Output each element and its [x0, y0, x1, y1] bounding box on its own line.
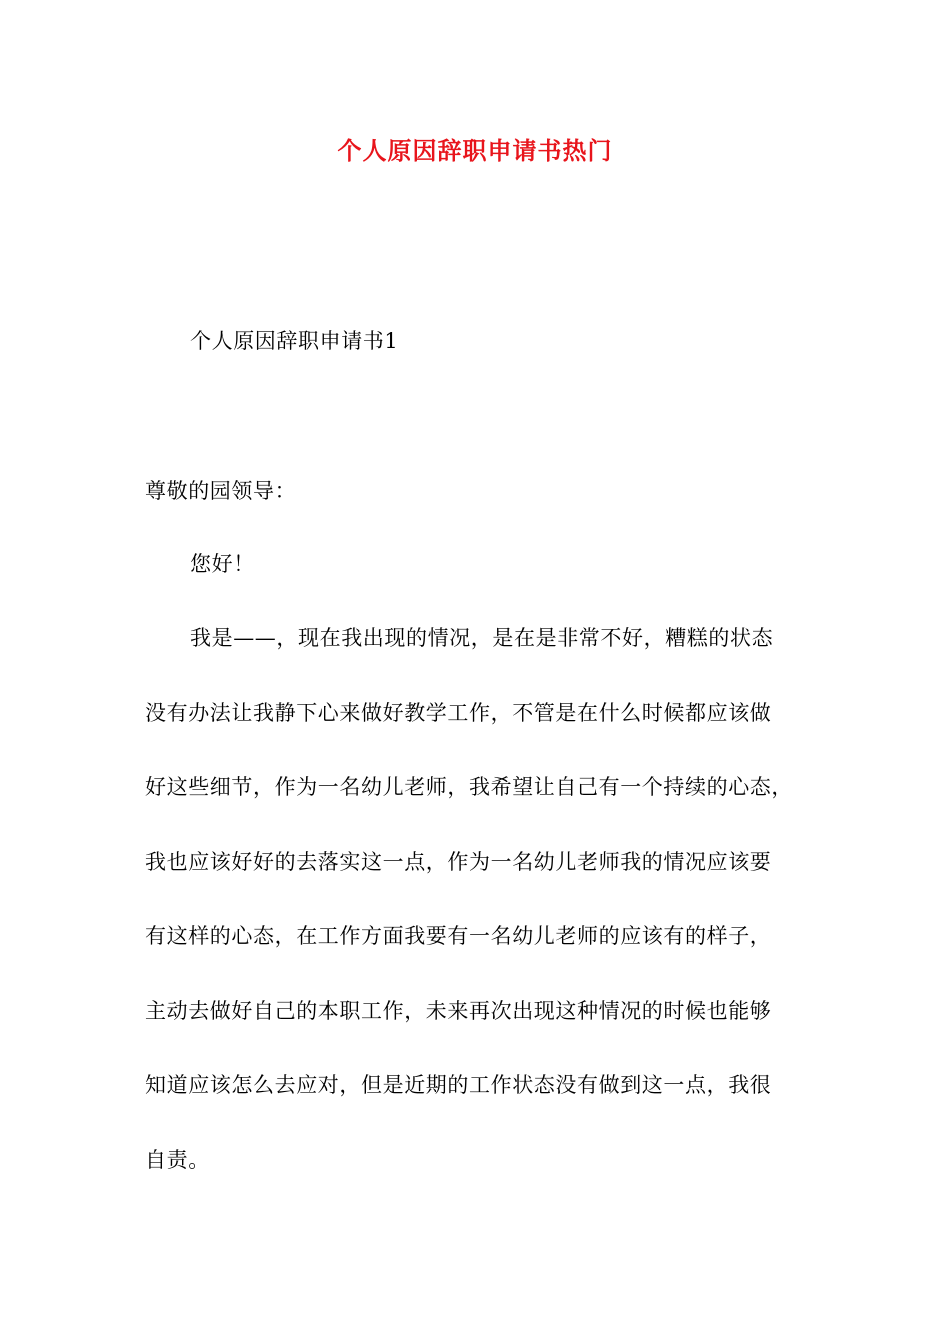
body-line: 主动去做好自己的本职工作，未来再次出现这种情况的时候也能够 — [145, 999, 772, 1023]
body-line: 好这些细节，作为一名幼儿老师，我希望让自己有一个持续的心态， — [145, 775, 793, 799]
body-line: 有这样的心态，在工作方面我要有一名幼儿老师的应该有的样子， — [145, 924, 772, 948]
body-line: 我也应该好好的去落实这一点，作为一名幼儿老师我的情况应该要 — [145, 850, 772, 874]
salutation: 尊敬的园领导： — [145, 479, 297, 503]
body-line: 知道应该怎么去应对，但是近期的工作状态没有做到这一点，我很 — [145, 1073, 772, 1097]
body-line: 我是——，现在我出现的情况，是在是非常不好，糟糕的状态 — [190, 626, 774, 650]
body-line: 自责。 — [145, 1148, 210, 1172]
document-title: 个人原因辞职申请书热门 — [337, 136, 613, 165]
greeting: 您好！ — [190, 552, 255, 576]
section-heading: 个人原因辞职申请书1 — [190, 329, 399, 353]
body-line: 没有办法让我静下心来做好教学工作，不管是在什么时候都应该做 — [145, 701, 772, 725]
